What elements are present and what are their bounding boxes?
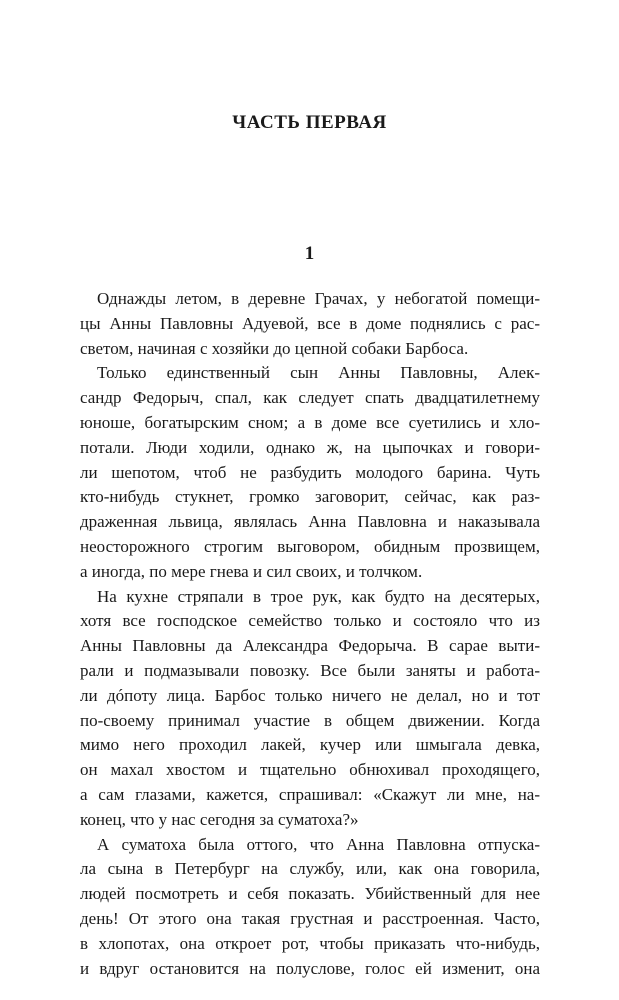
text-line: неосторожного строгим выговором, обидным прозвищем,	[80, 536, 540, 556]
text-line: он махал хвостом и тщательно обнюхивал проходящего,	[80, 760, 540, 780]
text-line: а иногда, по мере гнева и сил своих, и толчком.	[80, 561, 423, 581]
text-line: Только единственный сын Анны Павловны, Алек-	[97, 363, 540, 383]
text-line: А суматоха была оттого, что Анна Павловна отпуска-	[97, 834, 540, 854]
text-line: и вдруг остановится на полуслове, голос ей изменит, она	[80, 958, 540, 978]
chapter-number: 1	[304, 243, 315, 264]
text-line: ли дóпоту лица. Барбос только ничего не делал, но и тот	[80, 685, 540, 705]
text-line: конец, что у нас сегодня за суматоха?»	[80, 809, 359, 829]
text-line: в хлопотах, она откроет рот, чтобы приказать что-нибудь,	[80, 933, 540, 953]
text-line: Однажды летом, в деревне Грачах, у небогатой помещи-	[97, 289, 540, 308]
text-line: день! От этого она такая грустная и расстроенная. Часто,	[80, 908, 540, 928]
text-line: рали и подмазывали повозку. Все были заняты и работа-	[80, 660, 540, 680]
text-line: по-своему принимал участие в общем движении. Когда	[80, 710, 540, 730]
text-line: На кухне стряпали в трое рук, как будто на десятерых,	[97, 586, 540, 606]
text-line: Анны Павловны да Александра Федорыча. В сарае выти-	[80, 636, 540, 656]
text-line: хотя все господское семейство только и состояло что из	[80, 611, 540, 631]
text-line: ли шепотом, чтоб не разбудить молодого барина. Чуть	[80, 462, 540, 482]
text-line: людей посмотреть и себя показать. Убийственный для нее	[80, 884, 540, 904]
text-line: цы Анны Павловны Адуевой, все в доме поднялись с рас-	[80, 313, 540, 333]
text-line: мимо него проходил лакей, кучер или шмыгала девка,	[80, 735, 540, 755]
part-title: ЧАСТЬ ПЕРВАЯ	[232, 112, 387, 133]
text-line: ла сына в Петербург на службу, или, как она говорила,	[80, 859, 540, 879]
text-line: драженная львица, являлась Анна Павловна и наказывала	[80, 512, 540, 532]
body-text	[80, 287, 540, 981]
text-line: кто-нибудь стукнет, громко заговорит, сейчас, как раз-	[80, 487, 540, 507]
text-line: а сам глазами, кажется, спрашивал: «Скажут ли мне, на-	[80, 784, 540, 804]
text-line: потали. Люди ходили, однако ж, на цыпочках и говори-	[80, 437, 540, 457]
text-line: юноше, богатырским сном; а в доме все суетились и хло-	[80, 412, 540, 432]
text-line: светом, начиная с хозяйки до цепной собаки Барбоса.	[80, 338, 469, 358]
text-line: сандр Федорыч, спал, как следует спать двадцатилетнему	[80, 388, 540, 408]
